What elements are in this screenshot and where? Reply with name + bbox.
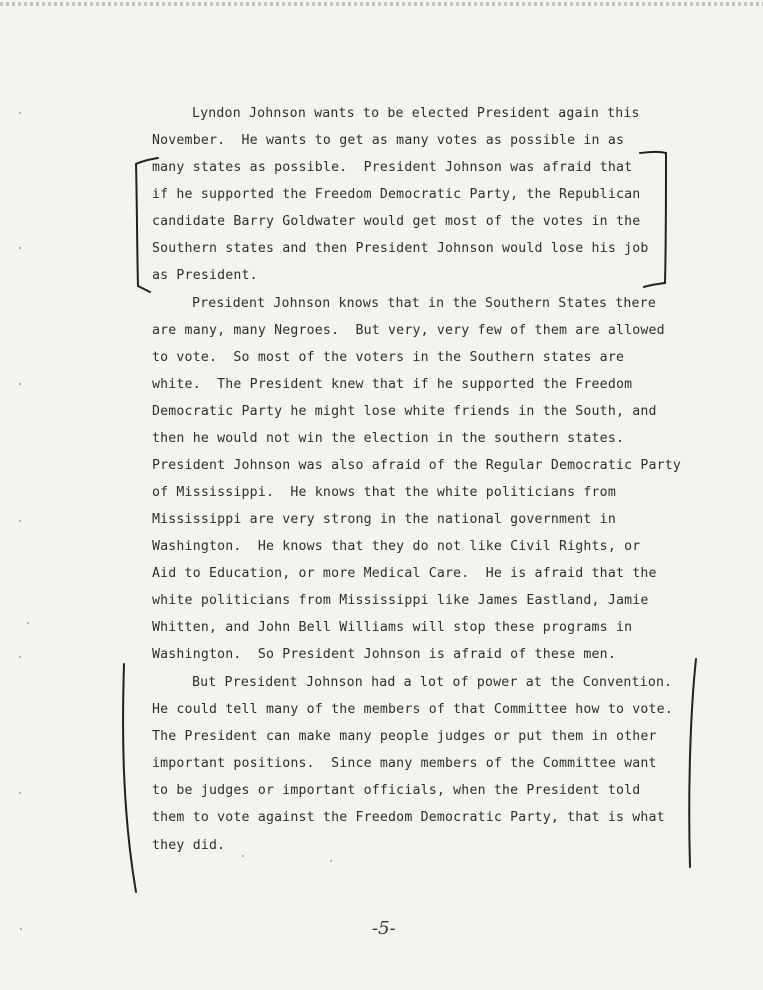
left-bracket-mark-1: [128, 150, 168, 300]
text-line: them to vote against the Freedom Democratic Party, that is what: [152, 810, 665, 825]
scan-speck: [19, 247, 21, 249]
text-line: many states as possible. President Johnson was afraid that: [152, 160, 633, 175]
text-line: white. The President knew that if he supported the Freedom: [152, 377, 633, 392]
scan-speck: [242, 855, 244, 857]
scan-speck: [19, 656, 21, 658]
text-line: Mississippi are very strong in the national government in: [152, 512, 616, 527]
text-line: to be judges or important officials, when the President told: [152, 783, 641, 798]
scan-speck: [19, 520, 21, 522]
text-line: candidate Barry Goldwater would get most of the votes in the: [152, 214, 641, 229]
text-line: Whitten, and John Bell Williams will stop these programs in: [152, 620, 633, 635]
text-line: white politicians from Mississippi like James Eastland, Jamie: [152, 593, 649, 608]
text-line: they did.: [152, 838, 226, 853]
left-bracket-mark-2: [116, 660, 146, 900]
text-line: of Mississippi. He knows that the white politicians from: [152, 485, 616, 500]
scan-speck: [20, 928, 22, 930]
scan-speck: [19, 112, 21, 114]
text-line: Aid to Education, or more Medical Care. He is afraid that the: [152, 566, 657, 581]
text-line: November. He wants to get as many votes as possible in as: [152, 133, 625, 148]
page-number: -5-: [372, 918, 396, 939]
text-line: if he supported the Freedom Democratic Party, the Republican: [152, 187, 641, 202]
text-line: He could tell many of the members of that Committee how to vote.: [152, 702, 673, 717]
text-line: to vote. So most of the voters in the Southern states are: [152, 350, 625, 365]
text-line: are many, many Negroes. But very, very few of them are allowed: [152, 323, 665, 338]
scan-speck: [19, 383, 21, 385]
text-line: Washington. He knows that they do not like Civil Rights, or: [152, 539, 641, 554]
text-line: President Johnson was also afraid of the Regular Democratic Party: [152, 458, 682, 473]
right-bracket-mark-1: [636, 145, 676, 295]
text-line: Washington. So President Johnson is afraid of these men.: [152, 647, 616, 662]
text-line: important positions. Since many members of the Committee want: [152, 756, 657, 771]
scan-speck: [27, 622, 29, 624]
right-bracket-mark-2: [680, 655, 710, 875]
text-line: But President Johnson had a lot of power at the Convention.: [192, 675, 673, 690]
text-line: Democratic Party he might lose white friends in the South, and: [152, 404, 657, 419]
page-top-edge: [0, 2, 763, 6]
text-line: The President can make many people judges or put them in other: [152, 729, 657, 744]
scan-speck: [330, 860, 332, 862]
text-line: Southern states and then President Johnson would lose his job: [152, 241, 649, 256]
text-line: as President.: [152, 268, 258, 283]
text-line: then he would not win the election in the southern states.: [152, 431, 625, 446]
text-line: President Johnson knows that in the Southern States there: [192, 296, 656, 311]
scan-speck: [19, 792, 21, 794]
text-line: Lyndon Johnson wants to be elected President again this: [192, 106, 640, 121]
